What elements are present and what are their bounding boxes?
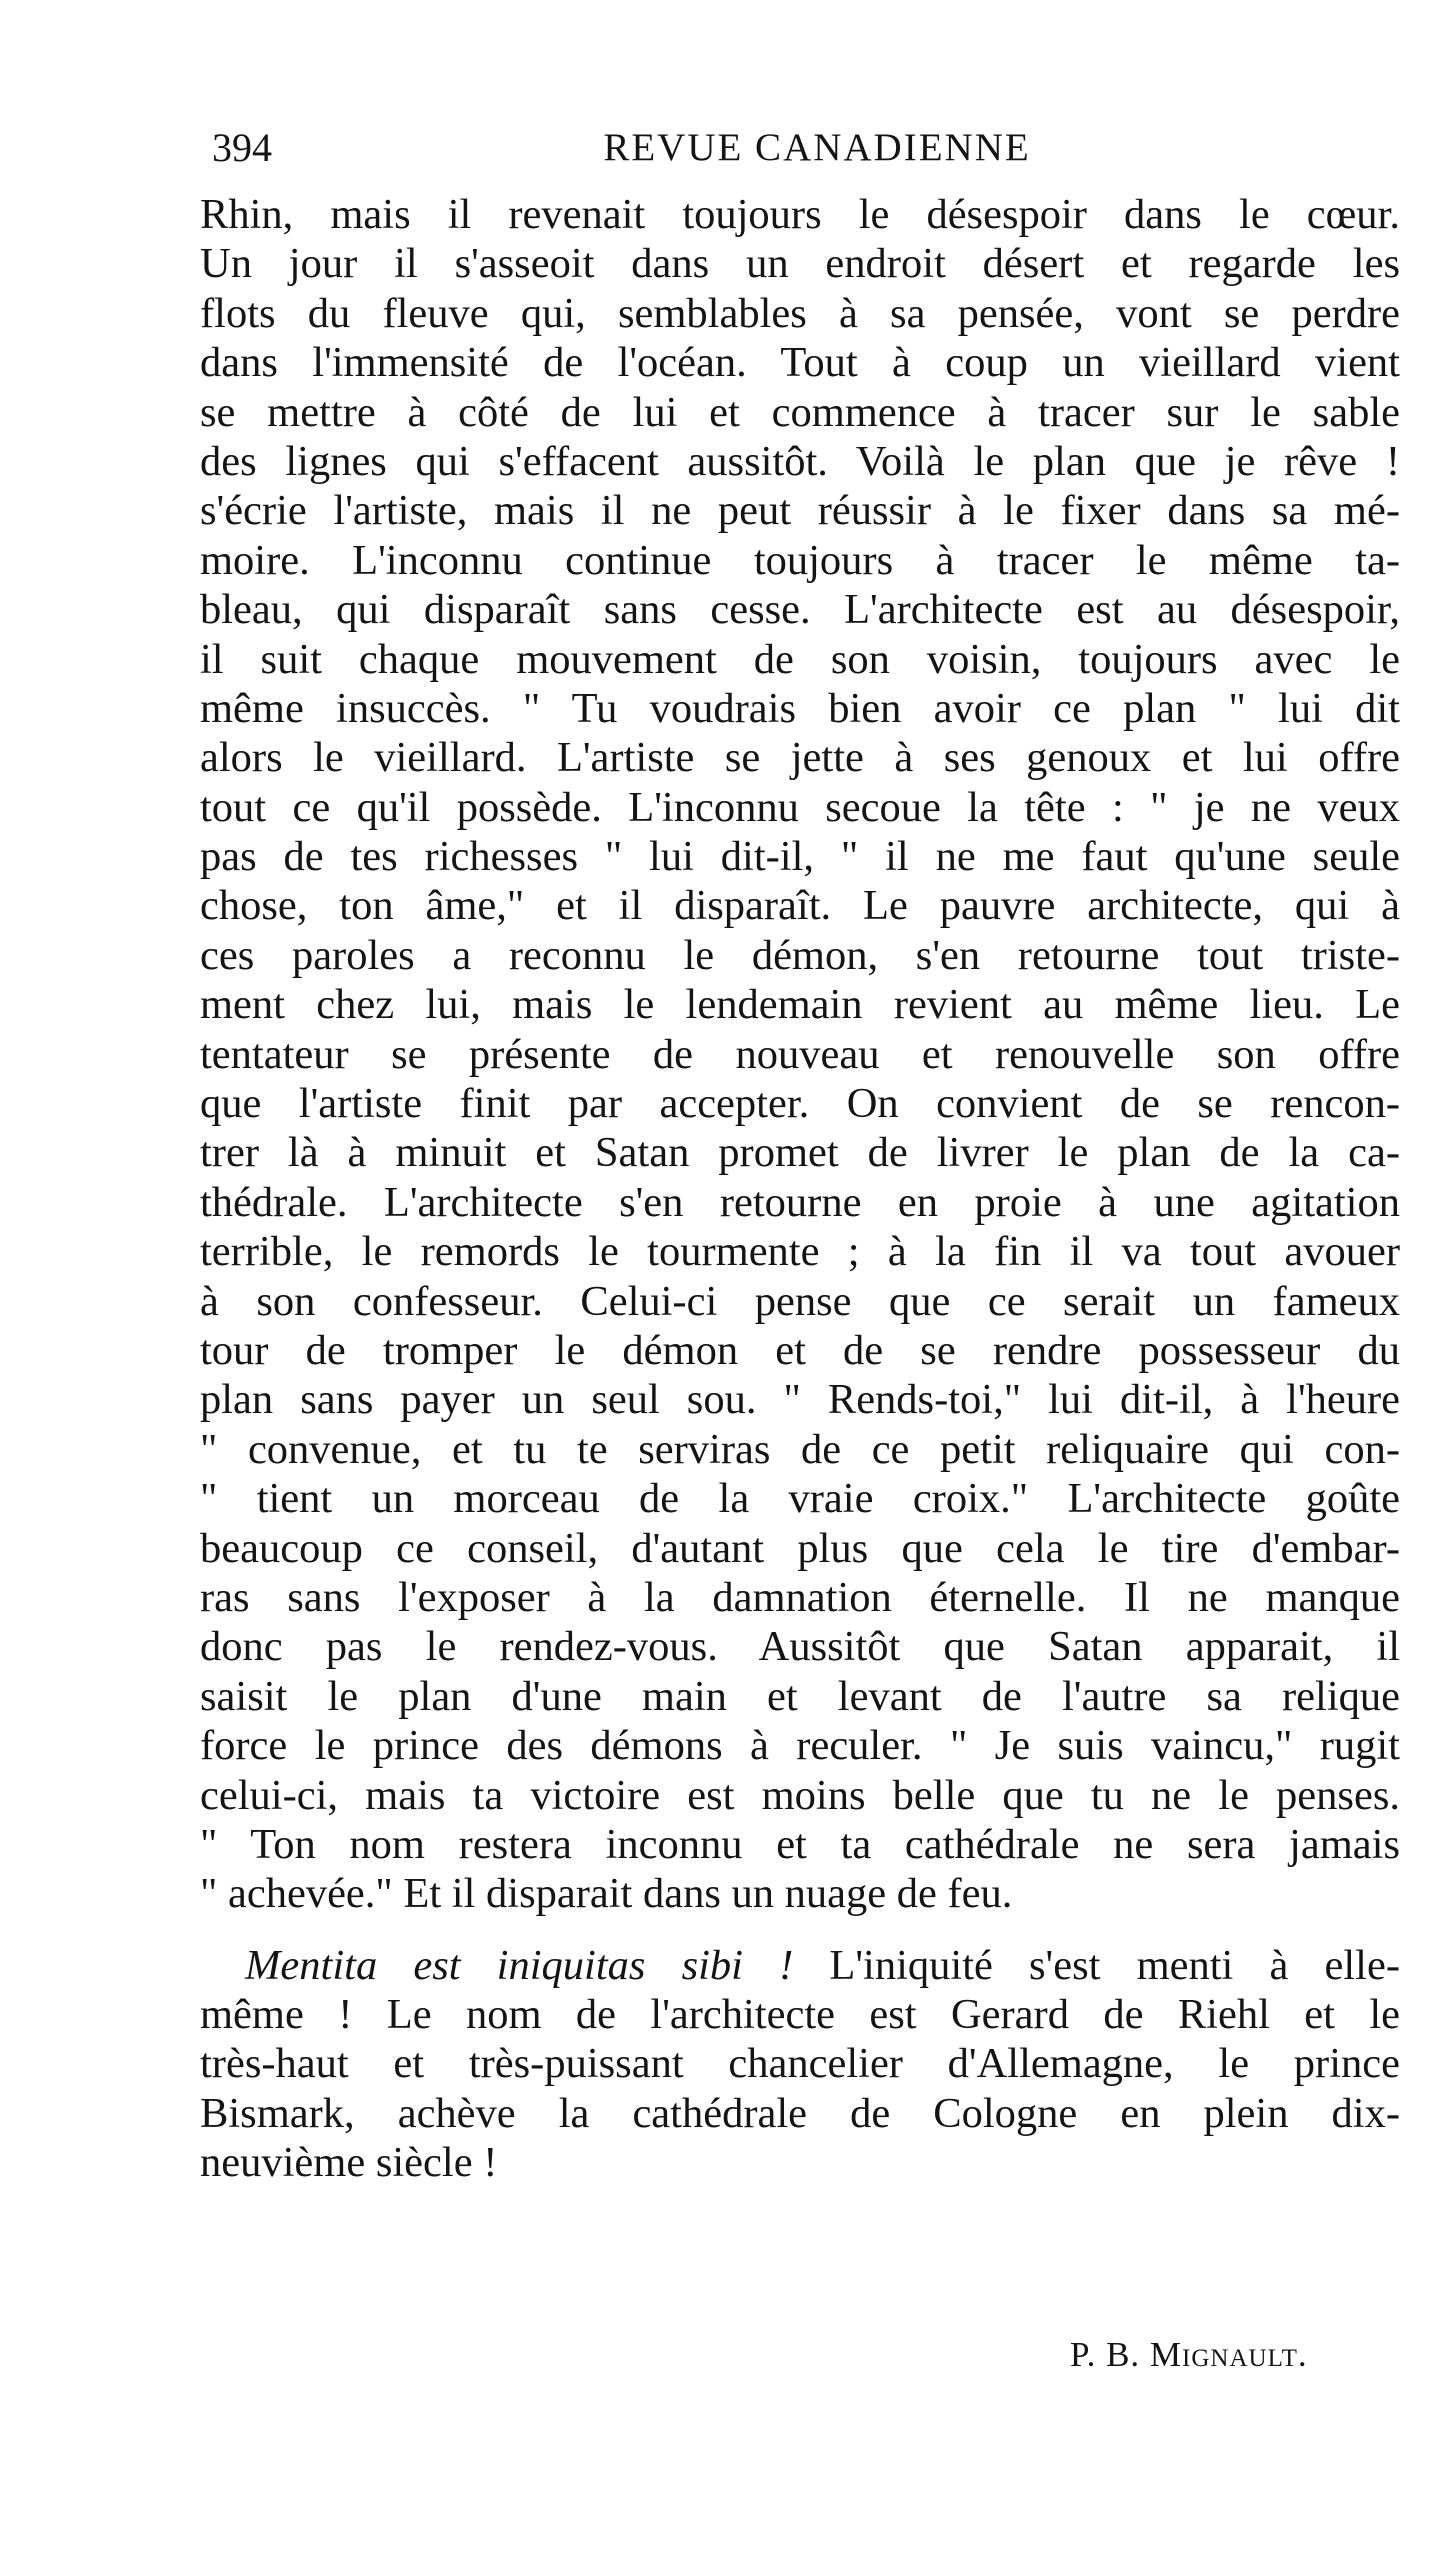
text-line: force le prince des démons à reculer. " Je suis vaincu," rugit	[200, 1722, 1400, 1770]
text-line: saisit le plan d'une main et levant de l'autre sa relique	[200, 1672, 1400, 1720]
text-line: ces paroles a reconnu le démon, s'en retourne tout triste-	[200, 931, 1400, 979]
text-line: Rhin, mais il revenait toujours le désespoir dans le cœur.	[200, 191, 1400, 238]
text-line: chose, ton âme," et il disparaît. Le pauvre architecte, qui à	[200, 882, 1400, 930]
text-line: tout ce qu'il possède. L'inconnu secoue la tête : " je ne veux	[200, 783, 1400, 831]
text-line: ment chez lui, mais le lendemain revient au même lieu. Le	[200, 981, 1400, 1029]
text-line: " Ton nom restera inconnu et ta cathédrale ne sera jamais	[200, 1820, 1400, 1868]
text-line: donc pas le rendez-vous. Aussitôt que Satan apparait, il	[200, 1623, 1400, 1671]
author-signature: P. B. Mignault.	[1070, 2335, 1308, 2374]
text-line: " tient un morceau de la vraie croix." L'architecte goûte	[200, 1475, 1400, 1523]
text-line: Un jour il s'asseoit dans un endroit désert et regarde les	[200, 240, 1400, 288]
text-line: tour de tromper le démon et de se rendre possesseur du	[200, 1326, 1400, 1374]
text-line: à son confesseur. Celui-ci pense que ce serait un fameux	[200, 1277, 1400, 1325]
body-text	[200, 190, 1400, 2188]
text-line: neuvième siècle !	[200, 2139, 498, 2187]
paragraph-2-first-line	[200, 1941, 1400, 1990]
text-line: alors le vieillard. L'artiste se jette à ses genoux et lui offre	[200, 734, 1400, 782]
text-line: terrible, le remords le tourmente ; à la fin il va tout avouer	[200, 1228, 1400, 1276]
latin-quote: Mentita est iniquitas sibi !	[245, 1941, 794, 1989]
text-line: plan sans payer un seul sou. " Rends-toi," lui dit-il, à l'heure	[200, 1376, 1400, 1424]
text-line: bleau, qui disparaît sans cesse. L'architecte est au désespoir,	[200, 586, 1400, 634]
text-line: s'écrie l'artiste, mais il ne peut réussir à le fixer dans sa mé-	[200, 487, 1400, 535]
paragraph-1	[200, 190, 1400, 1919]
text-line: moire. L'inconnu continue toujours à tracer le même ta-	[200, 536, 1400, 584]
text-line: dans l'immensité de l'océan. Tout à coup un vieillard vient	[200, 339, 1400, 387]
first-line-rest: L'iniquité s'est menti à elle-	[793, 1941, 1400, 1989]
text-line: très-haut et très-puissant chancelier d'Allemagne, le prince	[200, 2040, 1400, 2088]
text-line: beaucoup ce conseil, d'autant plus que cela le tire d'embar-	[200, 1524, 1400, 1572]
text-line: Bismark, achève la cathédrale de Cologne en plein dix-	[200, 2089, 1400, 2137]
paragraph-2	[200, 1941, 1400, 2188]
text-line: pas de tes richesses " lui dit-il, " il ne me faut qu'une seule	[200, 833, 1400, 881]
text-line: ras sans l'exposer à la damnation éternelle. Il ne manque	[200, 1573, 1400, 1621]
text-line: flots du fleuve qui, semblables à sa pensée, vont se perdre	[200, 289, 1400, 337]
text-line: même insuccès. " Tu voudrais bien avoir ce plan " lui dit	[200, 684, 1400, 732]
running-title: REVUE CANADIENNE	[603, 126, 1031, 169]
page-header	[212, 118, 1382, 178]
text-line: que l'artiste finit par accepter. On convient de se rencon-	[200, 1080, 1400, 1128]
text-line: tentateur se présente de nouveau et renouvelle son offre	[200, 1030, 1400, 1078]
text-line: " achevée." Et il disparait dans un nuage de feu.	[200, 1870, 1013, 1918]
text-line: celui-ci, mais ta victoire est moins belle que tu ne le penses.	[200, 1771, 1400, 1819]
page-number: 394	[212, 125, 272, 170]
text-line: trer là à minuit et Satan promet de livrer le plan de la ca-	[200, 1129, 1400, 1177]
text-line: même ! Le nom de l'architecte est Gerard de Riehl et le	[200, 1991, 1400, 2039]
text-line: " convenue, et tu te serviras de ce petit reliquaire qui con-	[200, 1425, 1400, 1473]
text-line: se mettre à côté de lui et commence à tracer sur le sable	[200, 388, 1400, 436]
text-line: il suit chaque mouvement de son voisin, toujours avec le	[200, 635, 1400, 683]
text-line: thédrale. L'architecte s'en retourne en proie à une agitation	[200, 1178, 1400, 1226]
text-line: des lignes qui s'effacent aussitôt. Voilà le plan que je rêve !	[200, 437, 1400, 485]
